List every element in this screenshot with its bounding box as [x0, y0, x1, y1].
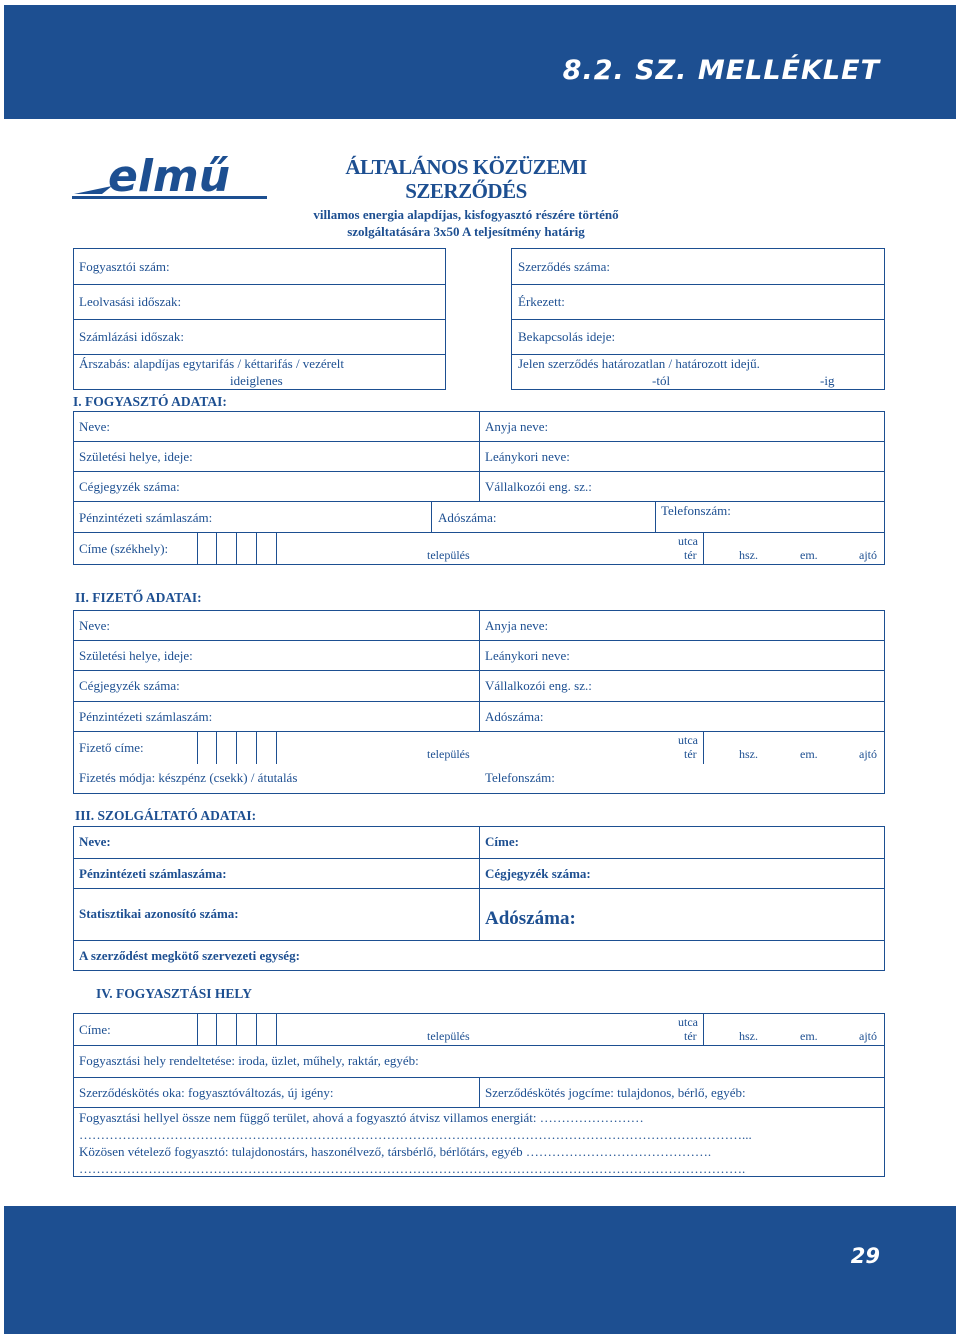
received-label: Érkezett:: [518, 294, 565, 309]
s3-org-unit-label: A szerződést megkötő szervezeti egység:: [79, 948, 300, 963]
s3-name-label: Neve:: [79, 834, 111, 849]
document-title: [296, 155, 636, 240]
elmu-logo: [72, 150, 272, 205]
s1-door-label: ajtó: [859, 548, 877, 562]
contract-number-label: Szerződés száma:: [518, 259, 611, 274]
title-line-1: ÁLTALÁNOS KÖZÜZEMI: [345, 155, 587, 179]
contract-duration-label: Jelen szerződés határozatlan / határozott idejű.: [518, 356, 760, 371]
s3-address-label: Címe:: [485, 834, 519, 849]
s2-phone-label: Telefonszám:: [485, 770, 555, 785]
s4-floor-label: em.: [800, 1029, 818, 1043]
s1-floor-label: em.: [800, 548, 818, 562]
s2-house-number-label: hsz.: [739, 747, 758, 761]
s2-floor-label: em.: [800, 747, 818, 761]
s1-house-number-label: hsz.: [739, 548, 758, 562]
s4-door-label: ajtó: [859, 1029, 877, 1043]
billing-period-label: Számlázási időszak:: [79, 329, 185, 344]
s1-maiden-name-label: Leánykori neve:: [485, 449, 570, 464]
s1-address-label: Címe (székhely):: [79, 541, 169, 556]
s1-settlement-label: település: [427, 548, 470, 562]
section-2-heading: II. FIZETŐ ADATAI:: [75, 590, 202, 605]
s2-square-label: tér: [684, 747, 697, 761]
s2-name-label: Neve:: [79, 618, 111, 633]
from-label: -tól: [652, 373, 671, 388]
s1-square-label: tér: [684, 548, 697, 562]
header-bar: [4, 5, 956, 119]
s2-settlement-label: település: [427, 747, 470, 761]
s1-business-license-label: Vállalkozói eng. sz.:: [485, 479, 592, 494]
s2-company-reg-label: Cégjegyzék száma:: [79, 678, 180, 693]
s4-other-area-label: Fogyasztási hellyel össze nem függő terület, ahová a fogyasztó átvisz villamos energiát: ……………………: [79, 1110, 644, 1125]
title-line-4: szolgáltatására 3x50 A teljesítmény határig: [347, 224, 585, 239]
s1-name-label: Neve:: [79, 419, 111, 434]
s1-mother-name-label: Anyja neve:: [485, 419, 549, 434]
s2-tax-number-label: Adószáma:: [485, 709, 544, 724]
s4-square-label: tér: [684, 1029, 697, 1043]
s4-street-label: utca: [678, 1015, 698, 1029]
title-line-3: villamos energia alapdíjas, kisfogyasztó részére történő: [313, 207, 619, 222]
s4-joint-consumer-label: Közösen vételező fogyasztó: tulajdonostárs, haszonélvező, társbérlő, bérlőtárs, egyéb …………………………………….: [79, 1144, 712, 1159]
s1-company-reg-label: Cégjegyzék száma:: [79, 479, 180, 494]
svg-text:elmű: elmű: [108, 151, 231, 202]
s1-birth-label: Születési helye, ideje:: [79, 449, 193, 464]
s2-payer-address-label: Fizető címe:: [79, 740, 144, 755]
temporary-label: ideiglenes: [230, 373, 283, 388]
s4-legal-title-label: Szerződéskötés jogcíme: tulajdonos, bérlő, egyéb:: [485, 1085, 746, 1100]
until-label: -ig: [820, 373, 835, 388]
footer-bar: [4, 1206, 956, 1334]
s1-bank-account-label: Pénzintézeti számlaszám:: [79, 510, 213, 525]
s4-reason-label: Szerződéskötés oka: fogyasztóváltozás, új igény:: [79, 1085, 334, 1100]
s2-business-license-label: Vállalkozói eng. sz.:: [485, 678, 592, 693]
s2-street-label: utca: [678, 733, 698, 747]
s1-street-label: utca: [678, 534, 698, 548]
s2-birth-label: Születési helye, ideje:: [79, 648, 193, 663]
s3-tax-number-label: Adószáma:: [485, 908, 576, 929]
s4-joint-consumer-dots: ……………………………………………………………………………………………………………………………………….: [79, 1161, 746, 1176]
s4-house-number-label: hsz.: [739, 1029, 758, 1043]
connection-date-label: Bekapcsolás ideje:: [518, 329, 616, 344]
reading-period-label: Leolvasási időszak:: [79, 294, 182, 309]
s2-mother-name-label: Anyja neve:: [485, 618, 549, 633]
s2-payment-method-label: Fizetés módja: készpénz (csekk) / átutalás: [79, 770, 298, 785]
page-number: 29: [850, 1244, 880, 1268]
s4-address-label: Címe:: [79, 1022, 111, 1037]
section-1-heading: I. FOGYASZTÓ ADATAI:: [73, 394, 227, 409]
s1-phone-label: Telefonszám:: [661, 503, 731, 518]
s2-bank-account-label: Pénzintézeti számlaszám:: [79, 709, 213, 724]
s4-other-area-dots: ………………………………………………………………………………………………………………………………………...: [79, 1127, 752, 1142]
s2-door-label: ajtó: [859, 747, 877, 761]
s1-tax-number-label: Adószáma:: [438, 510, 497, 525]
tariff-label: Árszabás: alapdíjas egytarifás / kéttarifás / vezérelt: [79, 356, 344, 371]
consumer-number-label: Fogyasztói szám:: [79, 259, 170, 274]
title-line-2: SZERZŐDÉS: [405, 179, 527, 203]
s3-company-reg-label: Cégjegyzék száma:: [485, 866, 591, 881]
s2-maiden-name-label: Leánykori neve:: [485, 648, 570, 663]
s3-statistical-id-label: Statisztikai azonosító száma:: [79, 906, 239, 921]
header-title: 8.2. SZ. MELLÉKLET: [562, 55, 880, 86]
s4-settlement-label: település: [427, 1029, 470, 1043]
s4-purpose-label: Fogyasztási hely rendeltetése: iroda, üzlet, műhely, raktár, egyéb:: [79, 1053, 419, 1068]
s3-bank-account-label: Pénzintézeti számlaszáma:: [79, 866, 227, 881]
section-3-heading: III. SZOLGÁLTATÓ ADATAI:: [75, 808, 257, 823]
section-4-heading: IV. FOGYASZTÁSI HELY: [96, 986, 252, 1001]
